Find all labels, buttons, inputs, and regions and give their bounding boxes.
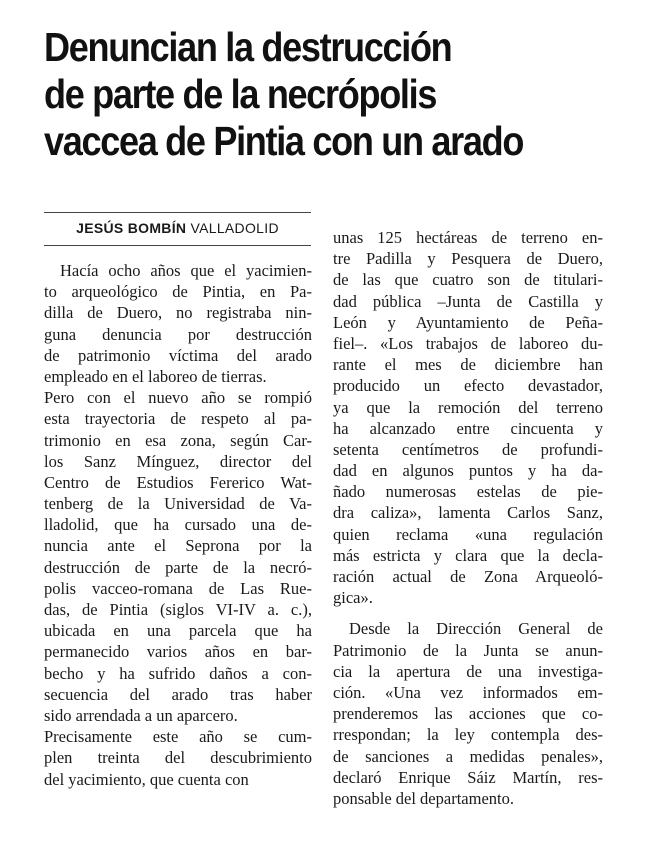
text-line: setenta centímetros de profundi- bbox=[333, 439, 603, 459]
text-line: plen treinta del descubrimiento bbox=[44, 748, 312, 768]
text-line: empleado en el laboreo de tierras. bbox=[44, 366, 267, 386]
text-line: fiel–. «Los trabajos de laboreo du- bbox=[333, 333, 603, 353]
right-column bbox=[333, 227, 603, 809]
text-line: Centro de Estudios Fererico Wat- bbox=[44, 472, 312, 492]
text-line: dra caliza», lamenta Carlos Sanz, bbox=[333, 503, 603, 523]
text-line: Precisamente este año se cum- bbox=[44, 727, 312, 747]
text-line: ubicada en una parcela que ha bbox=[44, 621, 312, 641]
text-line: sido arrendada a un aparcero. bbox=[44, 705, 238, 725]
text-line: dad pública –Junta de Castilla y bbox=[333, 291, 603, 311]
text-line: gica». bbox=[333, 588, 373, 608]
byline-top-rule bbox=[44, 212, 311, 213]
text-line: de patrimonio víctima del arado bbox=[44, 345, 312, 365]
text-line: to arqueológico de Pintia, en Pa- bbox=[44, 282, 312, 302]
text-line: destrucción de parte de la necró- bbox=[44, 557, 312, 577]
text-line: los Sanz Mínguez, director del bbox=[44, 451, 312, 471]
text-line: cia la apertura de una investiga- bbox=[333, 661, 603, 681]
byline-bottom-rule bbox=[44, 245, 311, 246]
headline bbox=[44, 24, 563, 165]
text-line: ñado numerosas estelas de pie- bbox=[333, 482, 603, 502]
text-line: rante el mes de diciembre han bbox=[333, 355, 603, 375]
paragraph-gap bbox=[333, 608, 603, 618]
text-line: Hacía ocho años que el yacimien- bbox=[60, 261, 312, 280]
text-line: trimonio en esa zona, según Car- bbox=[44, 430, 312, 450]
text-line: de las que cuatro son de titulari- bbox=[333, 270, 603, 290]
text-line: ya que la remoción del terreno bbox=[333, 397, 603, 417]
text-line: polis vacceo-romana de Las Rue- bbox=[44, 578, 312, 598]
text-line: permanecido varios años en bar- bbox=[44, 642, 312, 662]
text-line: Patrimonio de la Junta se anun- bbox=[333, 640, 603, 660]
headline-line: vaccea de Pintia con un arado bbox=[44, 118, 524, 164]
text-line: lladolid, que ha cursado una de- bbox=[44, 515, 312, 535]
byline bbox=[44, 220, 311, 236]
text-line: secuencia del arado tras haber bbox=[44, 684, 312, 704]
text-line: Desde la Dirección General de bbox=[349, 619, 603, 639]
text-line: de sanciones a medidas penales», bbox=[333, 746, 603, 766]
text-line: del yacimiento, que cuenta con bbox=[44, 769, 249, 789]
text-line: becho y ha sufrido daños a con- bbox=[44, 663, 312, 683]
text-line: ha alcanzado entre cincuenta y bbox=[333, 418, 603, 438]
text-line: guna denuncia por destrucción bbox=[44, 324, 312, 344]
text-line: nuncia ante el Seprona por la bbox=[44, 536, 312, 556]
byline-location: VALLADOLID bbox=[190, 220, 279, 236]
text-line: tre Padilla y Pesquera de Duero, bbox=[333, 249, 603, 269]
headline-line: Denuncian la destrucción bbox=[44, 24, 452, 70]
text-line: ponsable del departamento. bbox=[333, 788, 514, 808]
text-line: producido un efecto devastador, bbox=[333, 376, 603, 396]
text-line: das, de Pintia (siglos VI-IV a. c.), bbox=[44, 600, 312, 619]
left-column bbox=[44, 260, 312, 790]
text-line: León y Ayuntamiento de Peña- bbox=[333, 312, 603, 332]
text-line: unas 125 hectáreas de terreno en- bbox=[333, 228, 603, 247]
text-line: declaró Enrique Sáiz Martín, res- bbox=[333, 767, 603, 787]
text-line: rrespondan; la ley contempla des- bbox=[333, 725, 603, 745]
byline-author: JESÚS BOMBÍN bbox=[76, 220, 187, 236]
text-line: dilla de Duero, no registraba nin- bbox=[44, 303, 312, 323]
text-line: quien reclama «una regulación bbox=[333, 524, 603, 544]
headline-line: de parte de la necrópolis bbox=[44, 71, 437, 117]
right-paragraph-1 bbox=[333, 227, 603, 608]
text-line: esta trayectoria de respeto al pa- bbox=[44, 409, 312, 429]
text-line: ción. «Una vez informados em- bbox=[333, 682, 603, 702]
text-line: Pero con el nuevo año se rompió bbox=[44, 388, 312, 408]
text-line: tenberg de la Universidad de Va- bbox=[44, 494, 312, 514]
text-line: dad en algunos puntos y ha da- bbox=[333, 461, 603, 481]
right-paragraph-2 bbox=[333, 618, 603, 809]
text-line: prenderemos las acciones que co- bbox=[333, 704, 603, 724]
text-line: ración actual de Zona Arqueoló- bbox=[333, 567, 603, 586]
text-line: más estricta y clara que la decla- bbox=[333, 545, 603, 565]
